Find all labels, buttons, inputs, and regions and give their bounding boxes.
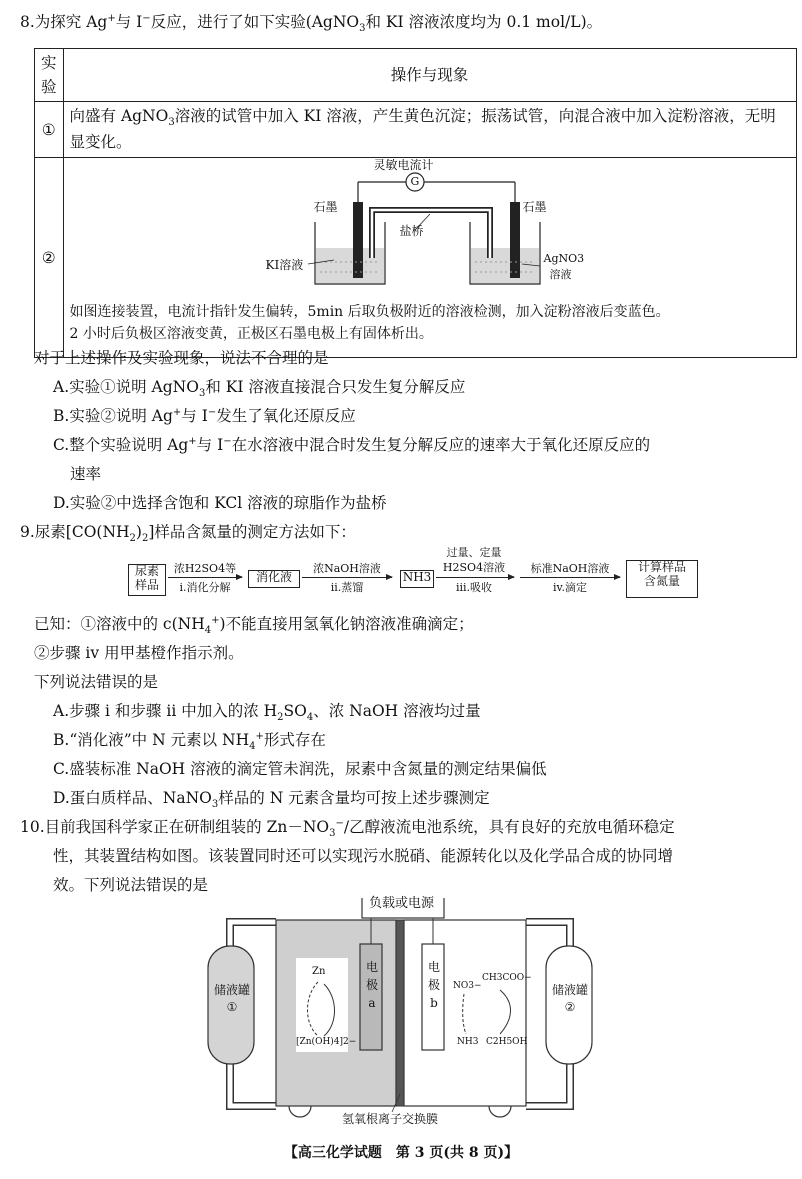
q9-option-c[interactable]: C.盛装标准 NaOH 溶液的滴定管未润洗，尿素中含氮量的测定结果偏低 [53, 760, 547, 778]
q10-stem-3: 效。下列说法错误的是 [53, 876, 209, 894]
right-electrode-label: 石墨 [522, 200, 547, 215]
zn-label: Zn [312, 966, 326, 977]
flow-arrow-1 [168, 577, 242, 578]
acetate-label: CH3COO− [482, 973, 532, 983]
flow-box-sample: 尿素 样品 [128, 564, 166, 596]
nitrate-label: NO3− [453, 981, 482, 991]
q10-stem-1: 10.目前我国科学家正在研制组装的 $Zn-NO_3^-/$乙醇液流电池系统，具有良好的充放电循环稳定 [20, 817, 675, 840]
tank-left-label: 储液罐 ① [213, 983, 250, 1014]
experiment-table [34, 48, 797, 358]
q8-option-b[interactable]: B.实验②说明 Ag+与 I−发生了氧化还原反应 [53, 406, 356, 425]
ammonia-label: NH3 [457, 1037, 479, 1047]
q9-option-a[interactable]: A.步骤 i 和步骤 ii 中加入的浓 $H_2SO_4$、浓 NaOH 溶液均过量 [53, 702, 481, 724]
left-solution-label: KI溶液 [265, 258, 304, 273]
meter-label: 灵敏电流计 [373, 158, 434, 173]
q9-known-1: 已知：①溶液中的 $c(NH_4^+)$不能直接用氢氧化钠溶液准确滴定； [34, 614, 474, 637]
salt-bridge-label: 盐桥 [399, 224, 424, 239]
q9-known-2: ②步骤 iv 用甲基橙作指示剂。 [34, 644, 244, 662]
q8-option-c-cont: 速率 [70, 465, 102, 483]
q8-option-c[interactable]: C.整个实验说明 Ag+与 I−在水溶液中混合时发生复分解反应的速率大于氧化还原反应的 [53, 435, 651, 454]
q8-option-d[interactable]: D.实验②中选择含饱和 KCl 溶液的琼脂作为盐桥 [53, 494, 387, 512]
q10-stem-2: 性，其装置结构如图。该装置同时还可以实现污水脱硝、能源转化以及化学品合成的协同增 [53, 847, 674, 865]
ethanol-label: C2H5OH [486, 1037, 528, 1047]
flow-box-result: 计算样品 含氮量 [626, 560, 698, 598]
flow-step2-name: ii.蒸馏 [330, 581, 364, 594]
galvanic-cell-figure [70, 158, 790, 302]
q9-stem: 9.尿素$[CO(NH_2)_2]$样品含氮量的测定方法如下： [20, 523, 356, 545]
right-solution-label-a: AgNO3 [543, 252, 585, 266]
tank-right-label: 储液罐 ② [551, 983, 588, 1014]
q9-option-b[interactable]: B.“消化液”中 N 元素以 $NH_4^+$形式存在 [53, 730, 326, 753]
flow-step4-name: iv.滴定 [553, 581, 587, 594]
flow-battery-figure [200, 898, 600, 1134]
load-or-power-label: 负载或电源 [369, 896, 435, 911]
q8-option-a[interactable]: A.实验①说明 AgNO$_3$和 KI 溶液直接混合只发生复分解反应 [53, 378, 466, 400]
page-footer: 【高三化学试题 第 3 页(共 8 页)】 [283, 1145, 519, 1161]
table-header-experiment: 实验 [35, 49, 64, 102]
flow-box-digest: 消化液 [248, 570, 300, 588]
flow-step3-reagent-1: 过量、定量 [446, 546, 502, 559]
q8-question: 对于上述操作及实验现象，说法不合理的是 [34, 349, 329, 367]
electrode-b-label: 电 极 b [427, 960, 440, 1010]
table-row2-text2: 2 小时后负极区溶液变黄，正极区石墨电极上有固体析出。 [69, 325, 433, 342]
flow-arrow-4 [520, 577, 620, 578]
zincate-label: [Zn(OH)4]2− [296, 1037, 357, 1047]
electrode-a-label: 电 极 a [365, 960, 378, 1010]
q9-option-d[interactable]: D.蛋白质样品、NaNO$_3$样品的 N 元素含量均可按上述步骤测定 [53, 789, 490, 811]
flow-arrow-2 [302, 577, 392, 578]
flow-step1-name: i.消化分解 [179, 581, 231, 594]
q8-stem: 8.为探究 Ag+与 I−反应，进行了如下实验(AgNO$_3$和 KI 溶液浓度均为 0.1 mol/L)。 [20, 12, 603, 35]
flow-step4-reagent: 标准NaOH溶液 [530, 562, 610, 575]
table-row2-text1: 如图连接装置，电流计指针发生偏转，5min 后取负极附近的溶液检测，加入淀粉溶液后变蓝色。 [69, 304, 670, 321]
galvanic-cell-diagram [70, 162, 790, 302]
flow-battery-diagram [200, 898, 600, 1134]
flow-step3-name: iii.吸收 [455, 581, 493, 594]
table-header-operation: 操作与现象 [63, 49, 796, 102]
table-row1-id: ① [35, 102, 64, 158]
q9-flow-diagram [128, 546, 698, 604]
left-electrode-label: 石墨 [313, 200, 338, 215]
flow-step2-reagent: 浓NaOH溶液 [313, 562, 381, 575]
right-solution-label-b: 溶液 [549, 268, 572, 282]
q9-question: 下列说法错误的是 [34, 673, 159, 691]
flow-step3-reagent-2: H2SO4溶液 [442, 561, 506, 574]
flow-box-ammonia: NH3 [400, 570, 434, 588]
table-row2-id: ② [35, 158, 64, 358]
table-row2-content [63, 158, 796, 358]
flow-step1-reagent: 浓H2SO4等 [173, 562, 237, 575]
membrane-label: 氢氧根离子交换膜 [342, 1112, 439, 1126]
flow-arrow-3 [436, 577, 514, 578]
meter-symbol: G [410, 175, 420, 189]
table-row1-text: 向盛有 AgNO$_3$溶液的试管中加入 KI 溶液，产生黄色沉淀；振荡试管，向混合液中加入淀粉溶液，无明显变化。 [63, 102, 796, 158]
